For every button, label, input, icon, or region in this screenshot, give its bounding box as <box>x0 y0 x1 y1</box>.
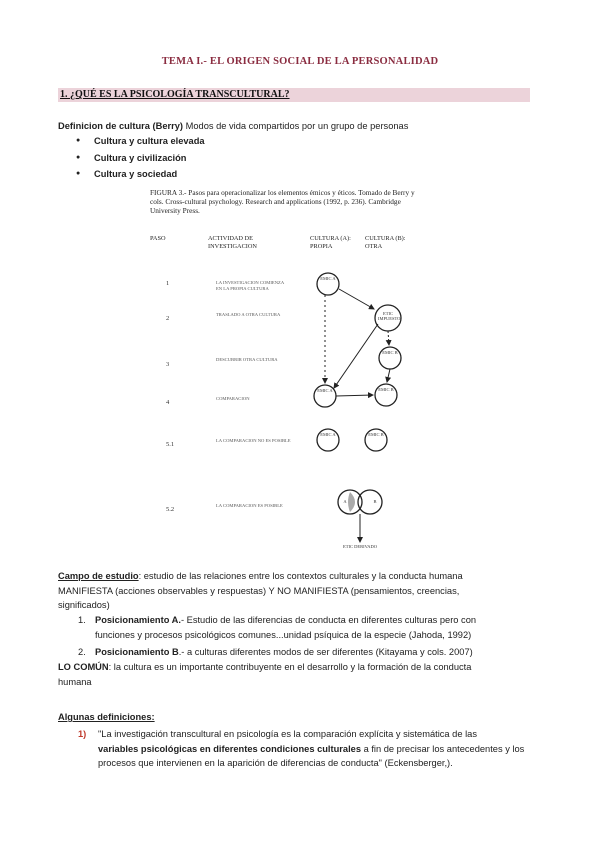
figure-col-cultura-a: CULTURA (A): PROPIA <box>310 235 351 250</box>
list-item: ● Cultura y cultura elevada <box>58 133 205 150</box>
definition-line-2: a fin de precisar los antecedentes y los <box>361 743 525 754</box>
definition-item <box>78 727 548 771</box>
figure-activity: DESCUBRIR OTRA CULTURA <box>216 357 278 362</box>
figure-step: 4 <box>166 399 170 406</box>
figure-activity: TRASLADO A OTRA CULTURA <box>216 312 281 317</box>
figure-step: 1 <box>166 280 170 287</box>
node-label: EMIC A <box>317 388 333 393</box>
campo-text-2: MANIFIESTA (acciones observables y respuestas) Y NO MANIFIESTA (pensamientos, creencias, <box>58 585 460 596</box>
campo-text-3: significados) <box>58 600 110 610</box>
lo-comun-text-2: humana <box>58 676 92 687</box>
list-item: ● Cultura y civilización <box>58 150 205 167</box>
node-label: EMIC B <box>378 387 394 392</box>
posicionamiento-a-text: - Estudio de las diferencias de conducta en diferentes culturas pero con <box>180 615 477 625</box>
list-item <box>78 613 538 642</box>
node-label: EMIC B <box>368 432 384 437</box>
posicionamiento-b-text: .- a culturas diferentes modos de ser diferentes (Kitayama y cols. 2007) <box>178 647 473 657</box>
document-title: TEMA I.- EL ORIGEN SOCIAL DE LA PERSONALIDAD <box>161 56 439 67</box>
list-number: 2. <box>78 647 86 657</box>
node-label: B <box>373 499 377 504</box>
figure-activity: COMPARACION <box>216 396 250 401</box>
posicionamiento-a-text-cont: funciones y procesos psicológicos comunes...unidad psíquica de la especie (Jahoda, 1992) <box>95 629 472 640</box>
lo-comun-label: LO COMÚN <box>58 662 109 672</box>
definition-line-1: "La investigación transcultural en psicología es la comparación explícita y sistemática de las <box>98 729 477 739</box>
culture-definition <box>58 119 408 134</box>
lo-comun-paragraph <box>58 660 538 689</box>
posicionamiento-b-label: Posicionamiento B <box>95 647 179 657</box>
campo-paragraph <box>58 569 538 613</box>
posicionamiento-a-label: Posicionamiento A. <box>95 615 181 625</box>
figure-activity: LA INVESTIGACION COMIENZA EN LA PROPIA CULTURA <box>216 280 284 291</box>
figure-step: 5.2 <box>166 506 175 513</box>
list-item <box>78 645 538 660</box>
figure-caption: FIGURA 3.- Pasos para operacionalizar los elementos émicos y éticos. Tomado de Berry y cols. Cross-cultural psychology. Research and applications (1992, p. 236). Cambridge University Press. <box>150 188 415 215</box>
arrow-a-to-imposed <box>339 289 374 309</box>
node-label: EMIC B <box>382 350 398 355</box>
arrow-b-to-b2 <box>387 369 390 382</box>
figure-activity: LA COMPARACION ES POSIBLE <box>216 503 283 508</box>
node-label: EMIC A <box>320 276 336 281</box>
list-item: ● Cultura y sociedad <box>58 166 205 183</box>
arrow-imposed-to-b <box>388 331 389 345</box>
node-label: EMIC A <box>320 432 336 437</box>
arrow-imposed-to-a2 <box>334 324 378 388</box>
figure-col-paso: PASO <box>150 235 166 242</box>
arrow-a2-to-b2 <box>336 395 373 396</box>
figure-step: 2 <box>166 315 170 322</box>
definitions-heading: Algunas definiciones: <box>58 712 155 722</box>
figure-emic-etic <box>150 188 415 558</box>
definition-line-2-bold: variables psicológicas en diferentes condiciones culturales <box>98 743 361 754</box>
node-label: ETIC IMPUESTO <box>378 311 401 321</box>
culture-definition-text: Modos de vida compartidos por un grupo de personas <box>185 121 409 131</box>
culture-bullet-list <box>58 133 205 183</box>
campo-label: Campo de estudio <box>58 571 139 581</box>
campo-text-1: : estudio de las relaciones entre los contextos culturales y la conducta humana <box>138 571 463 581</box>
node-overlap-52 <box>348 492 355 512</box>
figure-step: 3 <box>166 361 170 368</box>
section-heading: 1. ¿QUÉ ES LA PSICOLOGÍA TRANSCULTURAL? <box>58 88 530 102</box>
list-number: 1. <box>78 615 86 625</box>
node-label: ETIC DERIVADO <box>342 544 378 549</box>
figure-col-cultura-b: CULTURA (B): OTRA <box>365 235 406 250</box>
definition-number: 1) <box>78 729 87 739</box>
figure-activity: LA COMPARACION NO ES POSIBLE <box>216 438 291 443</box>
figure-col-actividad: ACTIVIDAD DE INVESTIGACION <box>208 235 257 250</box>
definition-line-3: procesos que intervienen en la aparición de diferencias de conducta" (Eckensberger,). <box>98 758 453 768</box>
figure-step: 5.1 <box>166 441 175 448</box>
lo-comun-text: : la cultura es un importante contribuyente en el desarrollo y la formación de la conducta <box>108 662 472 672</box>
culture-term: Definicion de cultura (Berry) <box>58 121 184 131</box>
node-label: A <box>343 499 347 504</box>
